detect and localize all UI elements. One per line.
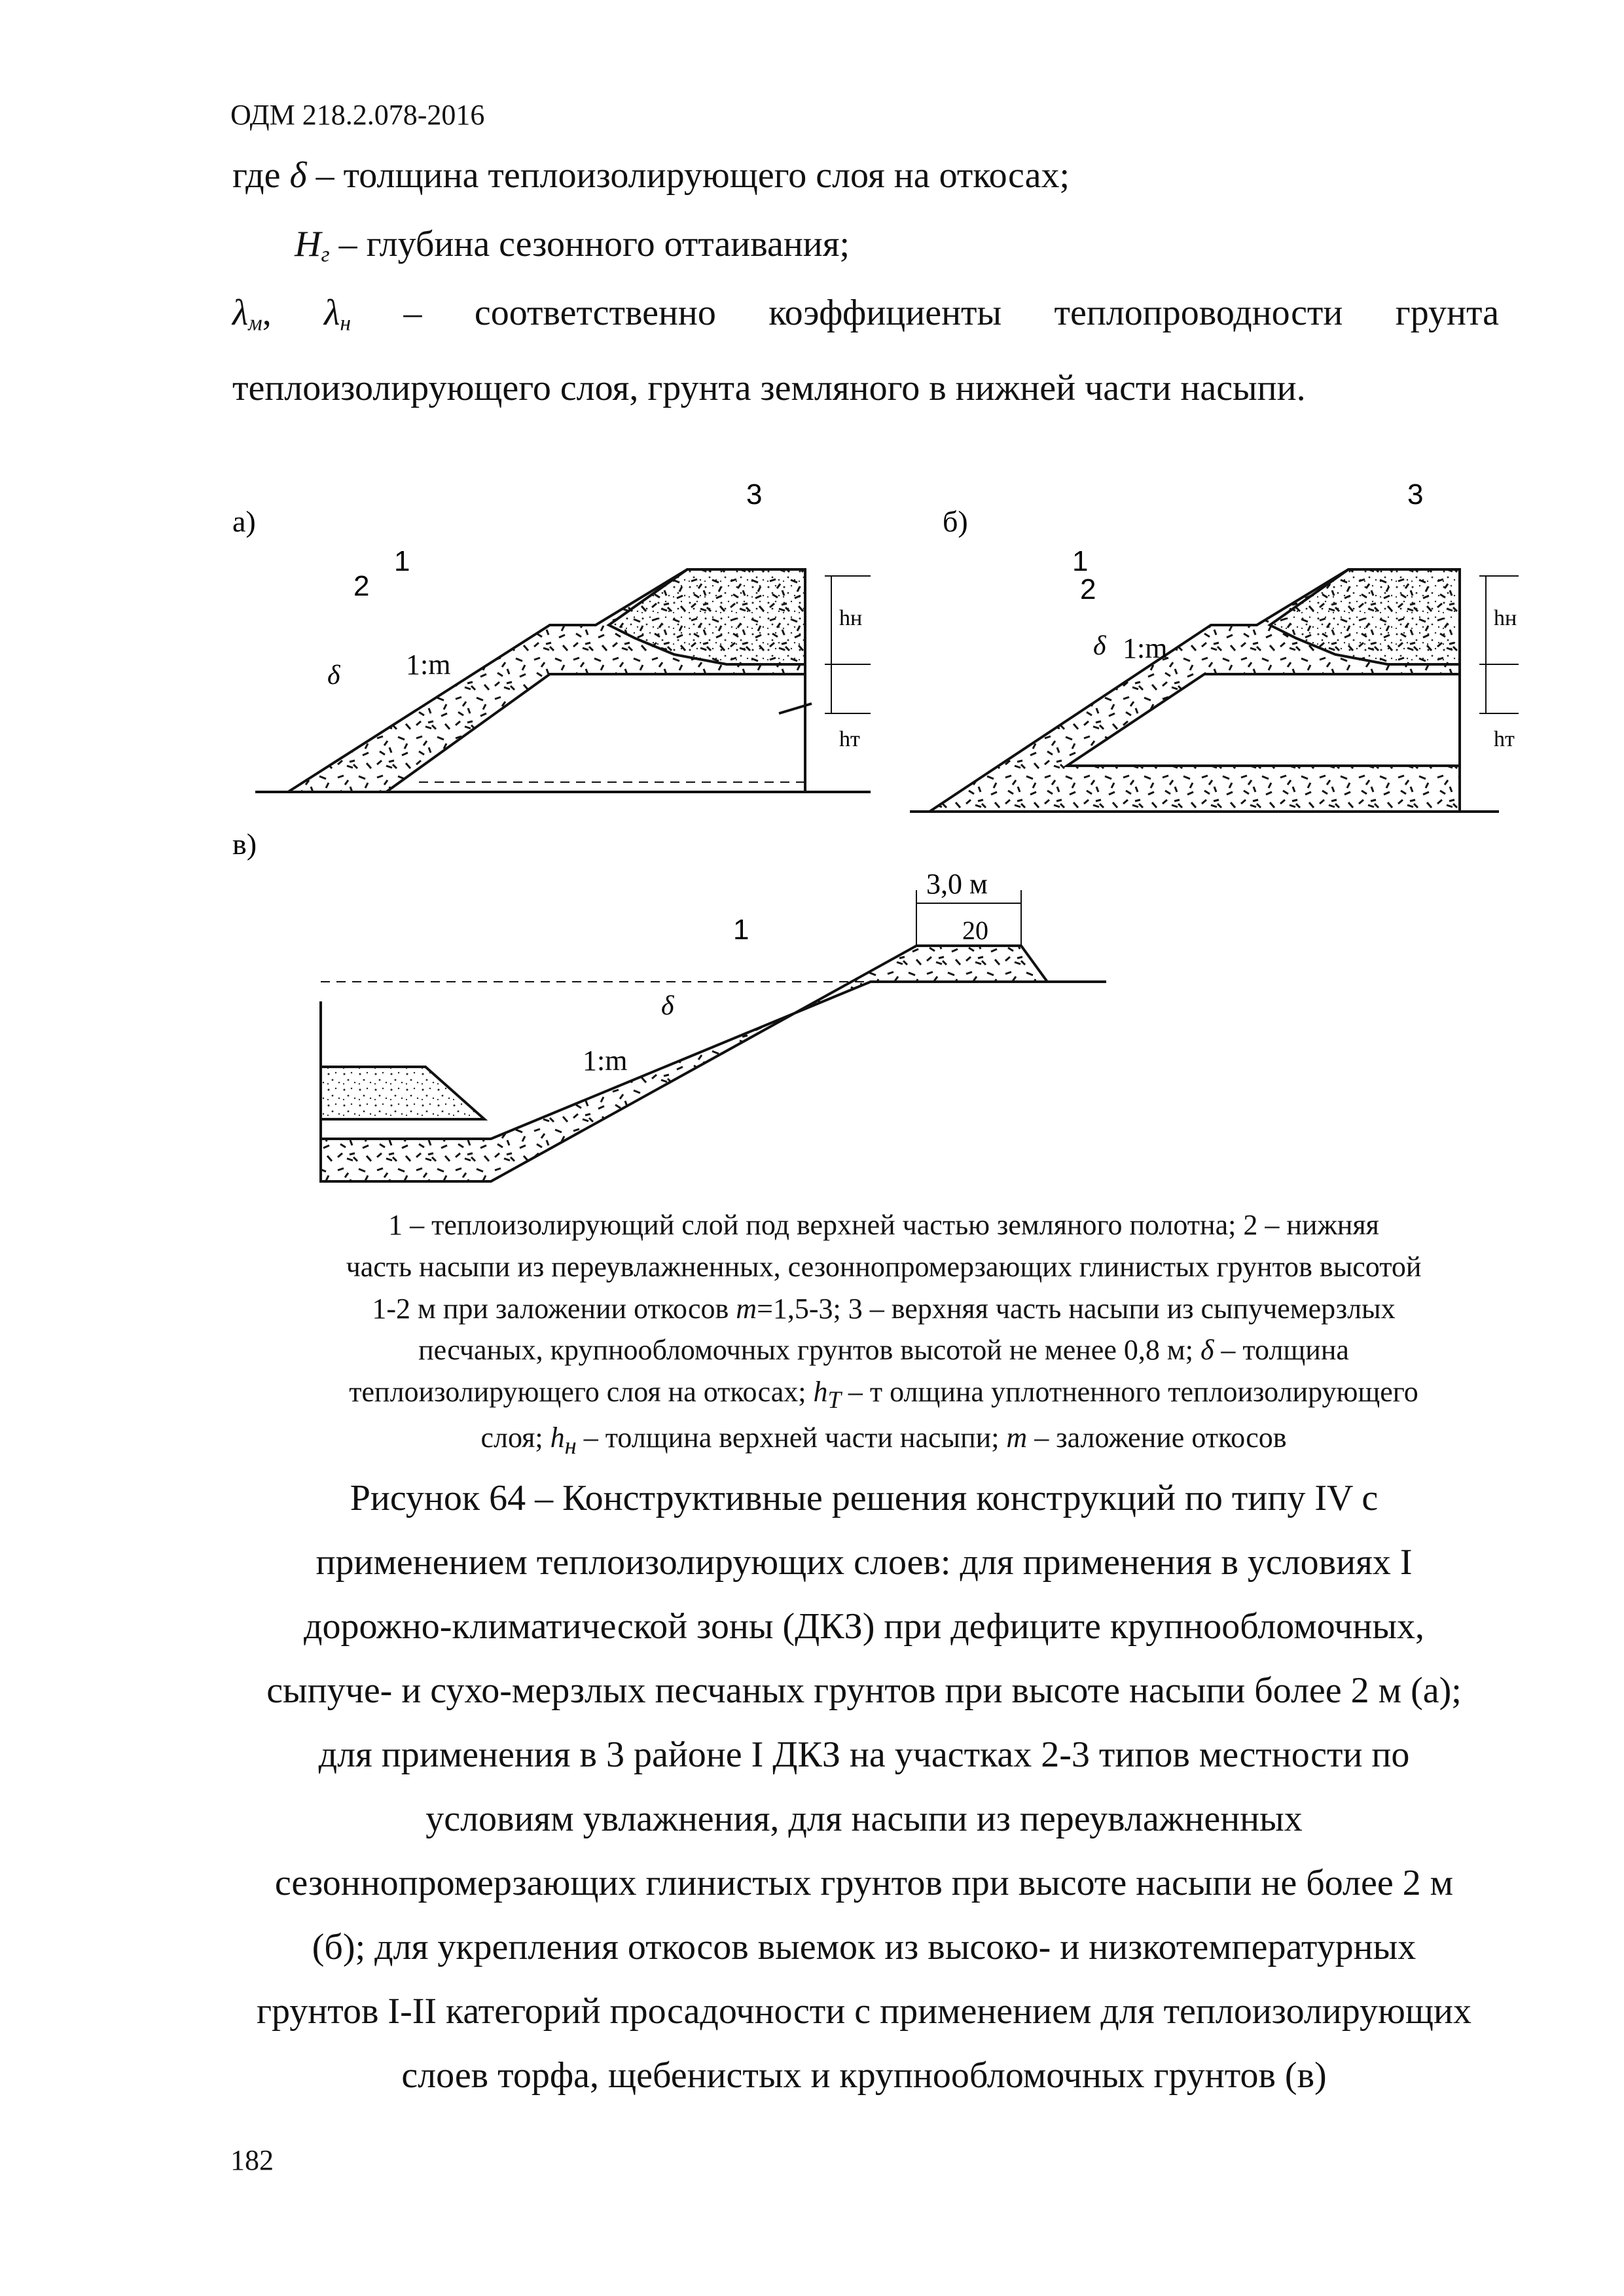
line1-pre: где: [232, 155, 290, 196]
legend-line-3-post: =1,5-3; 3 – верхняя часть насыпи из сыпучемерзлых: [757, 1292, 1396, 1325]
panel-a-slope: 1:m: [406, 649, 451, 681]
delta-symbol: δ: [289, 155, 307, 196]
legend-line-1: 1 – теплоизолирующий слой под верхней частью земляного полотна; 2 – нижняя: [388, 1209, 1379, 1241]
panel-v-width: 3,0 м: [926, 868, 988, 900]
line3-post: – соответственно коэффициенты теплопроводности грунта: [351, 293, 1500, 333]
panel-v-drawing: [321, 890, 1106, 1181]
caption-line-4: сыпуче- и сухо-мерзлых песчаных грунтов при высоте насыпи более 2 м (а);: [266, 1670, 1462, 1711]
definition-delta: [232, 154, 1070, 198]
document-code: ОДМ 218.2.078-2016: [230, 99, 485, 131]
panel-b-slope: 1:m: [1123, 632, 1168, 664]
caption-line-3: дорожно-климатической зоны (ДКЗ) при дефиците крупнообломочных,: [304, 1606, 1424, 1647]
legend-line-3-pre: 1-2 м при заложении откосов: [372, 1292, 736, 1325]
legend-m-symbol-2: m: [1006, 1422, 1028, 1454]
legend-line-5-post: – т олщина уплотненного теплоизолирующего: [840, 1376, 1418, 1408]
legend-line-4: [236, 1329, 1532, 1371]
panel-v-delta: δ: [661, 991, 674, 1021]
line1-post: – толщина теплоизолирующего слоя на откосах;: [306, 155, 1070, 196]
cross-section-figure: [216, 458, 1525, 1244]
caption-line-9: грунтов I-II категорий просадочности с применением для теплоизолирующих: [257, 1991, 1471, 2032]
panel-a-num-3: 3: [746, 478, 763, 511]
caption-line-5: для применения в 3 районе I ДКЗ на участках 2-3 типов местности по: [318, 1734, 1410, 1775]
panel-b-num-3: 3: [1407, 478, 1424, 511]
h-subscript: г: [321, 242, 330, 267]
legend-line-4-post: – толщина: [1214, 1334, 1349, 1367]
definition-lambda-continued: теплоизолирующего слоя, грунта земляного в нижней части насыпи.: [232, 368, 1306, 408]
panel-a-num-2: 2: [353, 570, 370, 602]
figure-legend: [236, 1204, 1532, 1463]
panel-b-ht: hт: [1494, 727, 1515, 751]
legend-hn-subscript: н: [564, 1431, 577, 1459]
panel-b-num-1: 1: [1072, 545, 1089, 577]
legend-delta-symbol: δ: [1200, 1334, 1214, 1367]
legend-hn-symbol: h: [550, 1422, 565, 1454]
caption-line-8: (б); для укрепления откосов выемок из высоко- и низкотемпературных: [312, 1927, 1416, 1967]
legend-line-6-mid: – толщина верхней части насыпи;: [576, 1422, 1007, 1454]
legend-ht-subscript: T: [827, 1386, 841, 1413]
panel-a-delta: δ: [327, 660, 340, 691]
legend-line-3: [236, 1288, 1532, 1330]
caption-line-6: условиям увлажнения, для насыпи из переувлажненных: [425, 1799, 1303, 1839]
legend-ht-symbol: h: [813, 1376, 828, 1408]
panel-b-delta: δ: [1093, 631, 1106, 661]
page-number: 182: [230, 2144, 274, 2176]
panel-v-label: в): [232, 827, 257, 861]
caption-line-7: сезоннопромерзающих глинистых грунтов при высоте насыпи не более 2 м: [274, 1863, 1454, 1903]
legend-line-6-pre: слоя;: [480, 1422, 550, 1454]
lambda-n-subscript: н: [340, 311, 352, 336]
definition-hg: [295, 223, 850, 268]
panel-b-drawing: [910, 569, 1519, 812]
legend-line-4-pre: песчаных, крупнообломочных грунтов высотой не менее 0,8 м;: [418, 1334, 1200, 1367]
legend-line-5-pre: теплоизолирующего слоя на откосах;: [349, 1376, 814, 1408]
panel-b-hn: hн: [1494, 606, 1517, 630]
panel-b-num-2: 2: [1080, 573, 1096, 605]
lambda-n-symbol: λ: [324, 293, 340, 333]
h-symbol: H: [295, 224, 321, 264]
panel-a-label: а): [232, 505, 256, 538]
legend-m-symbol: m: [736, 1292, 757, 1325]
caption-line-10: слоев торфа, щебенистых и крупнообломочных грунтов (в): [401, 2055, 1327, 2096]
panel-v-angle: 20: [962, 916, 988, 945]
caption-line-2: применением теплоизолирующих слоев: для применения в условиях I: [316, 1542, 1413, 1583]
panel-a-ht: hт: [839, 727, 860, 751]
panel-a-drawing: [255, 569, 871, 792]
panel-b-label: б): [943, 505, 968, 538]
panel-a-hn: hн: [839, 606, 863, 630]
figure-caption: [196, 1466, 1532, 2108]
line2-post: – глубина сезонного оттаивания;: [329, 224, 850, 264]
definition-lambda: [232, 291, 1499, 337]
lambda-separator: ,: [262, 293, 325, 333]
caption-line-1: Рисунок 64 – Конструктивные решения конструкций по типу IV с: [350, 1478, 1379, 1518]
lambda-m-symbol: λ: [232, 293, 249, 333]
legend-line-6: [236, 1417, 1532, 1463]
legend-line-2: часть насыпи из переувлажненных, сезоннопромерзающих глинистых грунтов высотой: [346, 1250, 1422, 1283]
panel-v-num-1: 1: [733, 914, 749, 946]
panel-v-slope: 1:m: [583, 1045, 628, 1077]
legend-line-5: [236, 1371, 1532, 1417]
lambda-m-subscript: м: [248, 311, 262, 336]
panel-a-num-1: 1: [394, 545, 410, 577]
legend-line-6-post: – заложение откосов: [1027, 1422, 1287, 1454]
